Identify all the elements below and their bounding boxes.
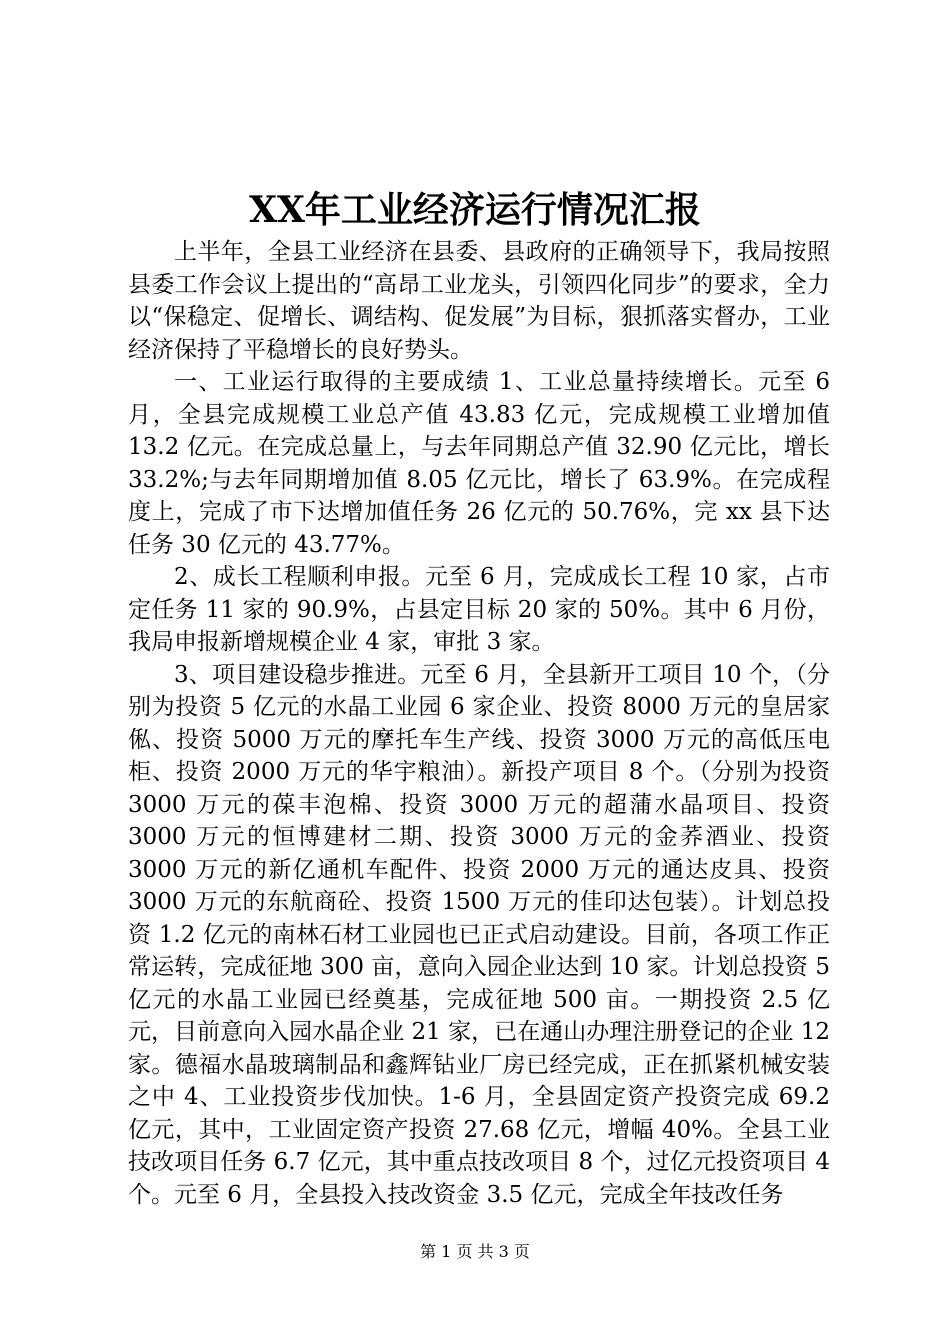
page-number-footer: 第 1 页 共 3 页 — [420, 1242, 530, 1261]
paragraph-intro: 上半年，全县工业经济在县委、县政府的正确领导下，我局按照县委工作会议上提出的“高昂工业龙头，引领四化同步”的要求，全力以“保稳定、促增长、调结构、促发展”为目标，狠抓落实督办，工业经济保持了平稳增长的良好势头。 — [128, 239, 830, 363]
document-body — [128, 236, 830, 1211]
paragraph-achievements: 一、工业运行取得的主要成绩 1、工业总量持续增长。元至 6 月，全县完成规模工业总产值 43.83 亿元，完成规模工业增加值 13.2 亿元。在完成总量上，与去年同期总产值 32.90 亿元比，增长 33.2%;与去年同期增加值 8.05 亿元比，增长了 63.9%。在完成程度上，完成了市下达增加值任务 26 亿元的 50.76%，完 xx 县下达任务 30 亿元的 43.77%。 — [128, 369, 830, 558]
document-title: XX年工业经济运行情况汇报 — [249, 189, 701, 231]
paragraph-growth-project: 2、成长工程顺利申报。元至 6 月，完成成长工程 10 家，占市定任务 11 家的 90.9%，占县定目标 20 家的 50%。其中 6 月份，我局申报新增规模企业 4 家，审批 3 家。 — [128, 564, 830, 655]
paragraph-project-construction: 3、项目建设稳步推进。元至 6 月，全县新开工项目 10 个，（分别为投资 5 亿元的水晶工业园 6 家企业、投资 8000 万元的皇居家俬、投资 5000 万元的摩托车生产线、投资 3000 万元的高低压电柜、投资 2000 万元的华宇粮油）。新投产项目 8 个。（分别为投资 3000 万元的葆丰泡棉、投资 3000 万元的超蒲水晶项目、投资 3000 万元的恒博建材二期、投资 3000 万元的金荞酒业、投资 3000 万元的新亿通机车配件、投资 2000 万元的通达皮具、投资 3000 万元的东航商砼、投资 1500 万元的佳印达包装）。计划总投资 1.2 亿元的南林石材工业园也已正式启动建设。目前，各项工作正常运转，完成征地 300 亩，意向入园企业达到 10 家。计划总投资 5 亿元的水晶工业园已经奠基，完成征地 500 亩。一期投资 2.5 亿元，目前意向入园水晶企业 21 家，已在通山办理注册登记的企业 12 家。德福水晶玻璃制品和鑫辉钻业厂房已经完成，正在抓紧机械安装之中 4、工业投资步伐加快。1-6 月，全县固定资产投资完成 69.2 亿元，其中，工业固定资产投资 27.68 亿元，增幅 40%。全县工业技改项目任务 6.7 亿元，其中重点技改项目 8 个，过亿元投资项目 4 个。元至 6 月，全县投入技改资金 3.5 亿元，完成全年技改任务 — [128, 661, 830, 1208]
